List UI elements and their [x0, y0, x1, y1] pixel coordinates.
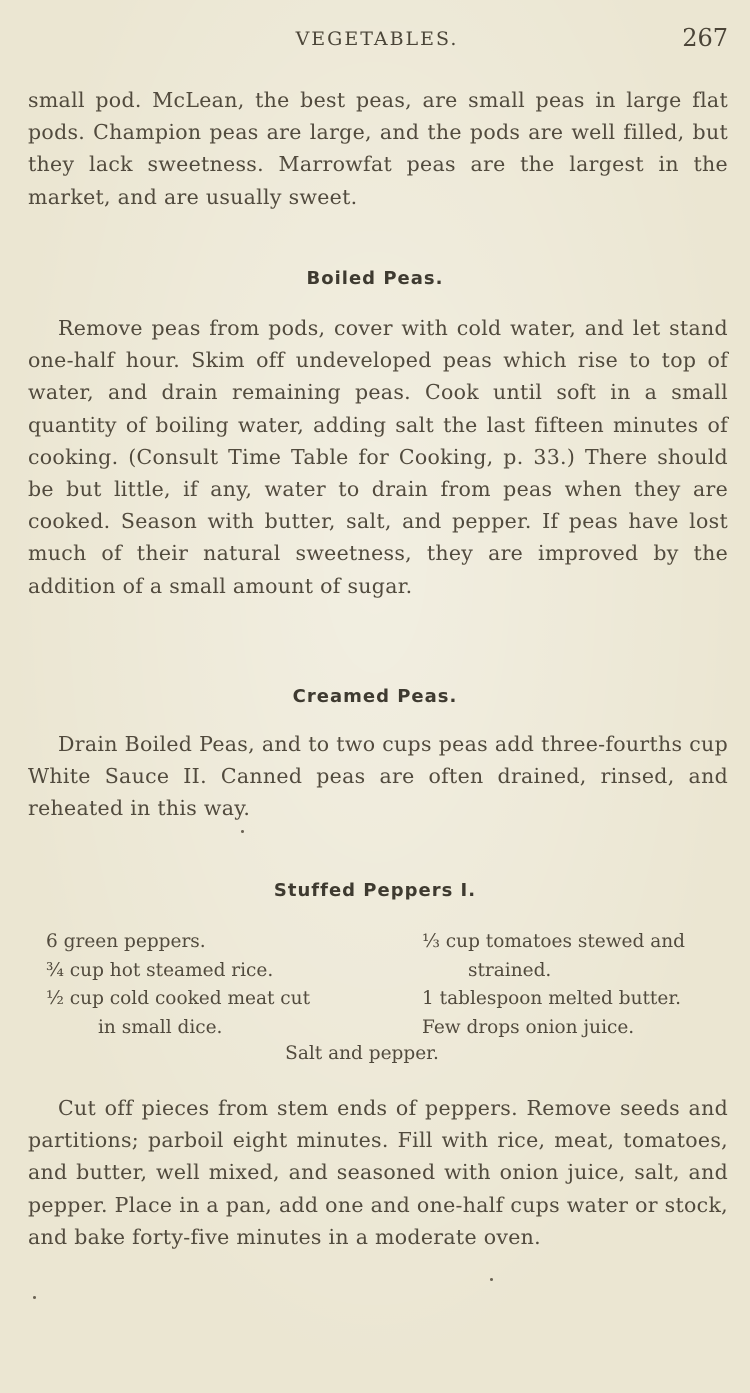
ingredients-list: [46, 928, 728, 1068]
ingredient-item: ⅓ cup tomatoes stewed and: [422, 931, 686, 952]
heading-boiled-peas: Boiled Peas.: [306, 268, 444, 289]
paper-speck: [33, 1296, 36, 1299]
running-head: [26, 24, 728, 58]
ingredient-item: 1 tablespoon melted butter.: [422, 988, 682, 1009]
boiled-peas-paragraph: Remove peas from pods, cover with cold water, and let stand one-half hour. Skim off undeveloped peas which rise to top of water, and drain remaining peas. Cook until soft in a small quantity of boiling water, adding salt the last fifteen minutes of cooking. (Consult Time Table for Cooking, p. 33.) There should be but little, if any, water to drain from peas when they are cooked. Season with butter, salt, and pepper. If peas have lost much of their natural sweetness, they are improved by the addition of a small amount of sugar.: [28, 316, 728, 598]
ingredient-item: ½ cup cold cooked meat cut: [46, 988, 311, 1009]
ingredient-item-continuation: strained.: [468, 959, 552, 981]
page-number: 267: [682, 24, 728, 52]
ingredient-item: 6 green peppers.: [46, 931, 206, 952]
paper-speck: [241, 830, 244, 833]
ingredient-item-centered: Salt and pepper.: [285, 1043, 439, 1064]
ingredient-item: ¾ cup hot steamed rice.: [46, 959, 274, 981]
ingredients-right-column: [422, 928, 742, 1042]
running-title: VEGETABLES.: [295, 28, 459, 50]
intro-paragraph: small pod. McLean, the best peas, are small peas in large flat pods. Champion peas are large, and the pods are well filled, but they lack sweetness. Marrowfat peas are the largest in the market, and are usually sweet.: [28, 88, 728, 209]
ingredient-item: Few drops onion juice.: [422, 1016, 635, 1038]
paper-speck: [490, 1278, 493, 1281]
heading-creamed-peas: Creamed Peas.: [292, 686, 458, 707]
ingredients-left-column: [46, 928, 386, 1042]
heading-stuffed-peppers: Stuffed Peppers I.: [273, 880, 477, 901]
creamed-peas-paragraph: Drain Boiled Peas, and to two cups peas add three-fourths cup White Sauce II. Canned peas are often drained, rinsed, and reheated in this way.: [28, 732, 728, 821]
ingredient-item-continuation: in small dice.: [98, 1016, 223, 1038]
stuffed-peppers-paragraph: Cut off pieces from stem ends of peppers. Remove seeds and partitions; parboil eight minutes. Fill with rice, meat, tomatoes, and butter, well mixed, and seasoned with onion juice, salt, and pepper. Place in a pan, add one and one-half cups water or stock, and bake forty-five minutes in a moderate oven.: [28, 1096, 728, 1249]
